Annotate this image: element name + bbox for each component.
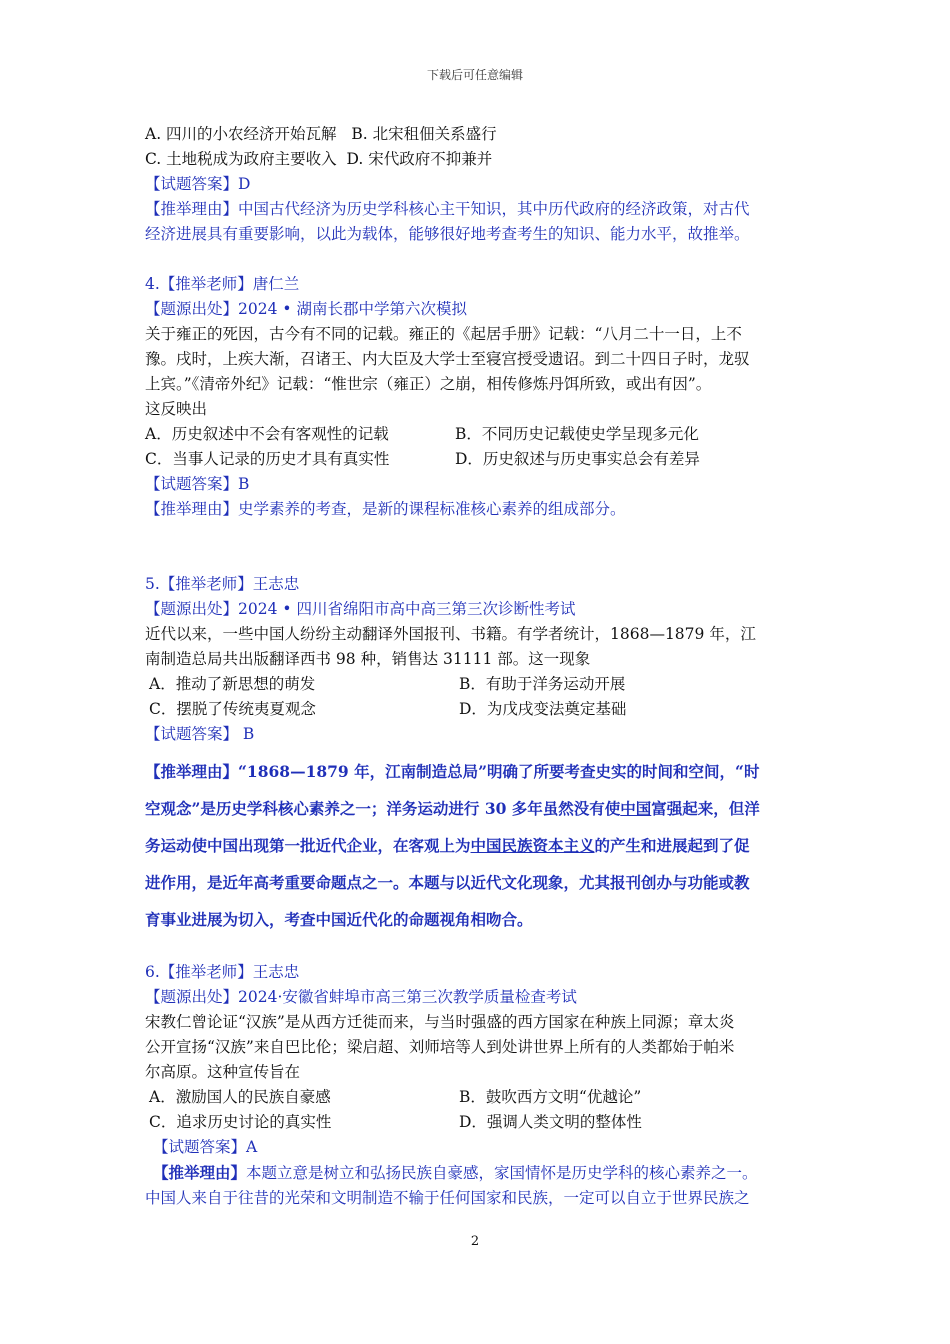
q3-option-a: A. 四川的小农经济开始瓦解 [145, 125, 337, 143]
q4-stem-line1: 关于雍正的死因，古今有不同的记载。雍正的《起居手册》记载：“八月二十一日，上不 [145, 325, 742, 343]
q6-answer: 【试题答案】A [153, 1138, 258, 1156]
q5-reason-text3b: 的产生和进展起到了促 [594, 836, 750, 855]
q5-reason-line4: 进作用，是近年高考重要命题点之一。本题与以近代文化现象，尤其报刊创办与功能或教 [145, 873, 750, 892]
q6-stem-line1: 宋教仁曾论证“汉族”是从西方迁徙而来，与当时强盛的西方国家在种族上同源；章太炎 [145, 1013, 735, 1031]
q4-stem-line4: 这反映出 [145, 400, 208, 418]
q5-reason [145, 753, 815, 938]
q4-option-a: A．历史叙述中不会有客观性的记载 [145, 425, 389, 443]
q4-option-d: D．历史叙述与历史事实总会有差异 [455, 450, 700, 468]
q5-option-c: C．摆脱了传统夷夏观念 [149, 700, 316, 718]
q4-answer: 【试题答案】B [145, 475, 250, 493]
q3-option-d: D. 宋代政府不抑兼并 [346, 150, 493, 168]
q3-answer-text: 【试题答案】D [145, 175, 251, 193]
q5-reason-link-capitalism: 中国民族资本主义 [470, 836, 595, 855]
q3-options-row2 [145, 147, 815, 172]
q6-reason-label: 【推举理由】 [153, 1163, 247, 1182]
q3-options-row1 [145, 122, 815, 147]
q4-options-row2 [145, 447, 815, 472]
q3-reason-line1: 【推举理由】中国古代经济为历史学科核心主干知识，其中历代政府的经济政策，对古代 [145, 200, 750, 218]
q5-option-d: D．为戊戌变法奠定基础 [459, 700, 627, 718]
q4-stem-line2: 豫。戌时，上疾大渐，召诸王、内大臣及大学士至寝宫授受遗诏。到二十四日子时，龙驭 [145, 350, 750, 368]
q6-option-d: D．强调人类文明的整体性 [459, 1113, 642, 1131]
q4-reason: 【推举理由】史学素养的考查，是新的课程标准核心素养的组成部分。 [145, 500, 626, 518]
q5-reason-line5: 育事业进展为切入，考查中国近代化的命题视角相吻合。 [145, 910, 533, 929]
q5-source: 【题源出处】2024 • 四川省绵阳市高中高三第三次诊断性考试 [145, 600, 576, 618]
q3-option-b: B. 北宋租佃关系盛行 [351, 125, 497, 143]
q5-stem-line1: 近代以来，一些中国人纷纷主动翻译外国报刊、书籍。有学者统计，1868—1879 年，江 [145, 625, 756, 643]
q5-option-a: A．推动了新思想的萌发 [149, 675, 316, 693]
q6-option-b: B．鼓吹西方文明“优越论” [459, 1088, 642, 1106]
q4-options-row1 [145, 422, 815, 447]
q5-reason-label: 【推举理由】 [145, 762, 239, 781]
q6-option-c: C．追求历史讨论的真实性 [149, 1113, 332, 1131]
q4-option-c: C．当事人记录的历史才具有真实性 [145, 450, 390, 468]
q3-option-c: C. 土地税成为政府主要收入 [145, 150, 337, 168]
page-number: 2 [470, 1234, 480, 1249]
q5-teacher: 5.【推举老师】王志忠 [145, 575, 300, 593]
q6-option-a: A．激励国人的民族自豪感 [149, 1088, 331, 1106]
q6-teacher: 6.【推举老师】王志忠 [145, 963, 300, 981]
q5-reason-line2 [145, 790, 815, 827]
q4-teacher: 4.【推举老师】唐仁兰 [145, 275, 300, 293]
page-header: 下载后可任意编辑 [426, 68, 523, 82]
q5-reason-line3 [145, 827, 815, 864]
q4-option-b: B．不同历史记载使史学呈现多元化 [455, 425, 699, 443]
q6-options-row2 [145, 1110, 815, 1135]
q6-options-row1 [145, 1085, 815, 1110]
q3-reason-line2: 经济进展具有重要影响，以此为载体，能够很好地考查考生的知识、能力水平，故推举。 [145, 225, 750, 243]
q5-answer: 【试题答案】 B [145, 725, 255, 743]
q5-option-b: B．有助于洋务运动开展 [459, 675, 626, 693]
q5-options-row1 [145, 672, 815, 697]
q6-source: 【题源出处】2024·安徽省蚌埠市高三第三次教学质量检查考试 [145, 988, 577, 1006]
q6-reason-line2: 中国人来自于往昔的光荣和文明制造不输于任何国家和民族，一定可以自立于世界民族之 [145, 1189, 750, 1207]
q5-options-row2 [145, 697, 815, 722]
q4-source: 【题源出处】2024 • 湖南长郡中学第六次模拟 [145, 300, 467, 318]
q3-answer [145, 172, 815, 197]
q5-reason-text1: “1868—1879 年，江南制造总局”明确了所要考查史实的时间和空间，“时 [238, 762, 760, 781]
q6-reason-line1 [145, 1160, 815, 1186]
q6-stem-line2: 公开宣扬“汉族”来自巴比伦；梁启超、刘师培等人到处讲世界上所有的人类都始于帕米 [145, 1038, 735, 1056]
document-body [145, 122, 815, 1211]
q6-stem-line3: 尔高原。这种宣传旨在 [145, 1063, 301, 1081]
q5-reason-line1 [145, 753, 815, 790]
q6-reason-text1: 本题立意是树立和弘扬民族自豪感，家国情怀是历史学科的核心素养之一。 [246, 1164, 758, 1182]
q5-reason-link-china: 中国 [620, 799, 652, 818]
q5-reason-text3a: 务运动使中国出现第一批近代企业，在客观上为 [145, 836, 471, 855]
q5-reason-text2: 空观念”是历史学科核心素养之一；洋务运动进行 30 多年虽然没有使 [145, 799, 621, 818]
q4-stem-line3: 上宾。”《清帝外纪》记载：“惟世宗（雍正）之崩，相传修炼丹饵所致，或出有因”。 [145, 375, 712, 393]
q5-reason-text2-end: 富强起来，但洋 [651, 799, 760, 818]
q5-stem-line2: 南制造总局共出版翻译西书 98 种，销售达 31111 部。这一现象 [145, 650, 591, 668]
